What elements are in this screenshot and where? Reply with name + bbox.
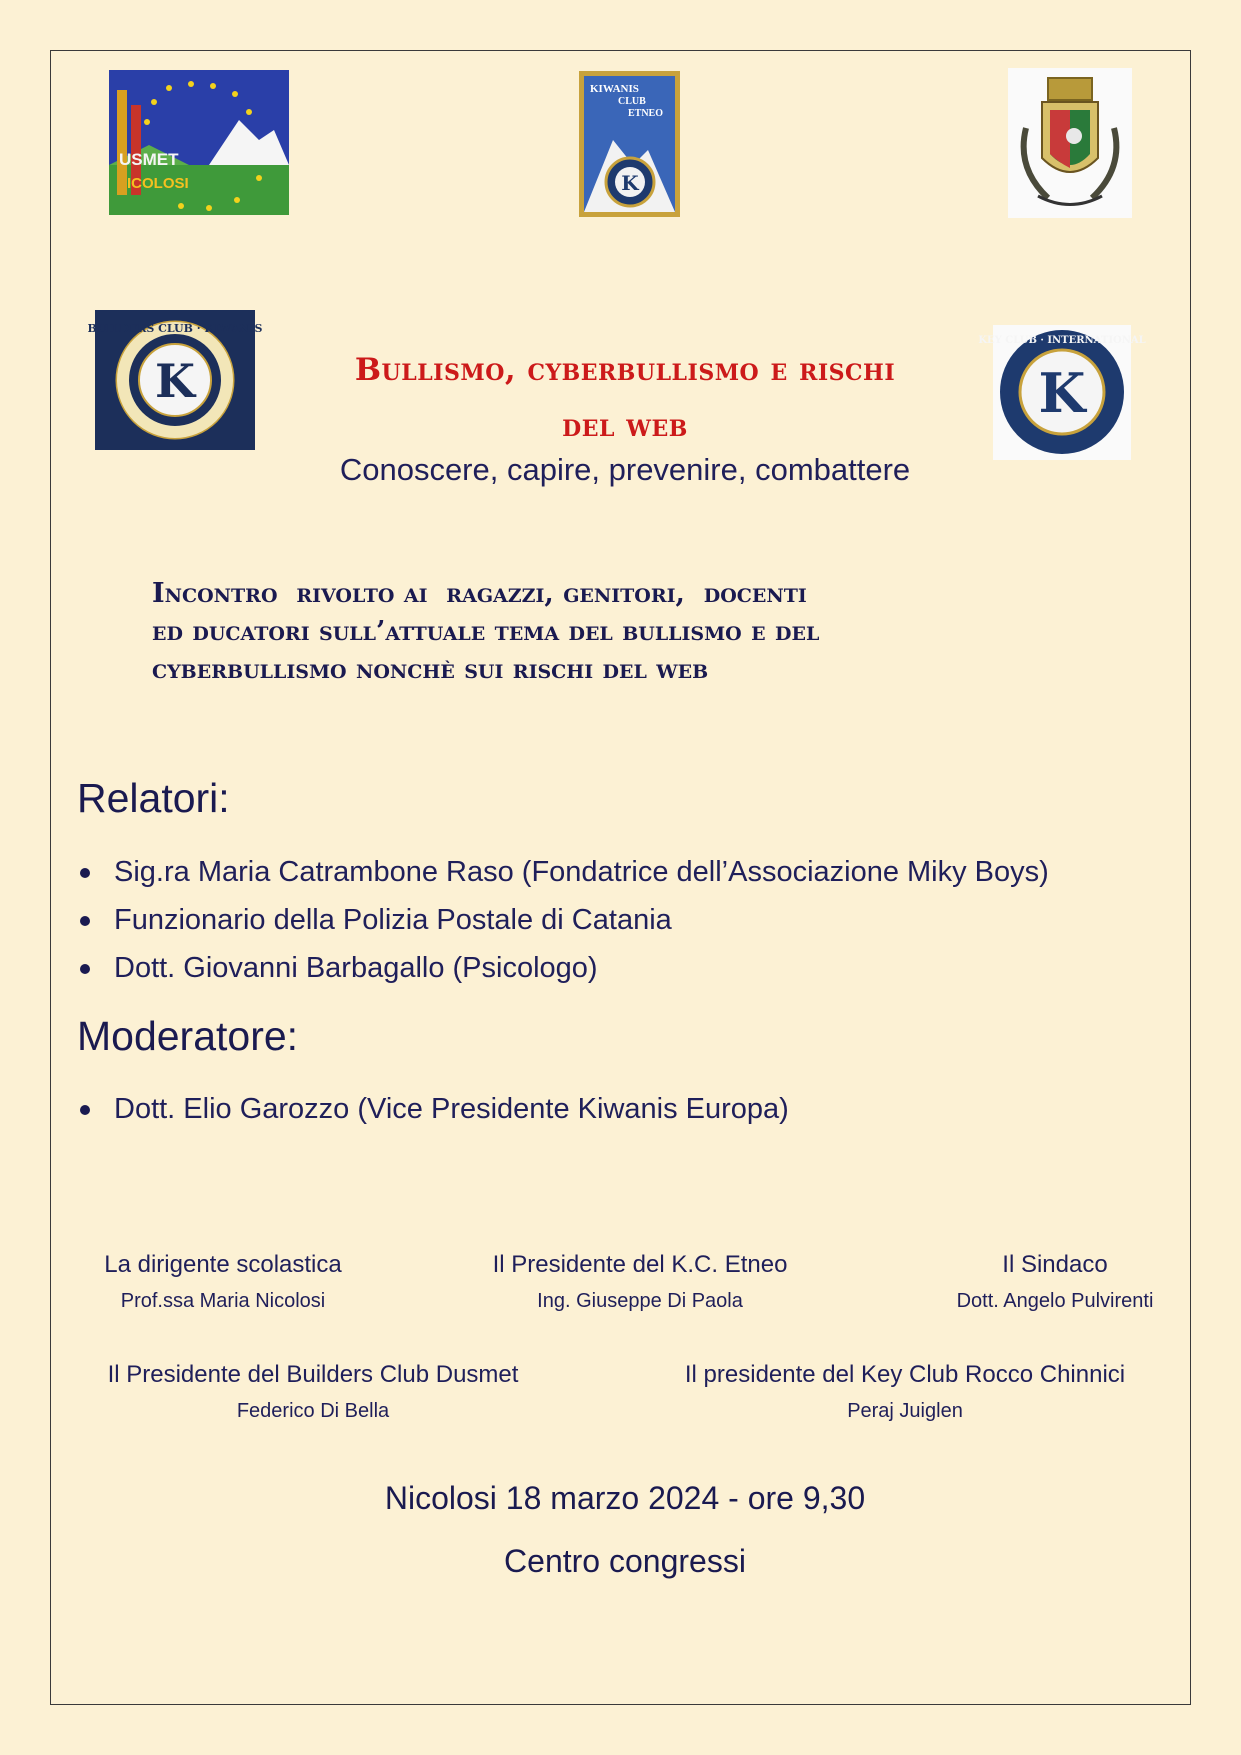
signature-role: Il Presidente del K.C. Etneo (492, 1251, 788, 1278)
key-club-international-logo (978, 325, 1146, 460)
svg-text:K: K (1038, 361, 1086, 425)
svg-text:K: K (621, 171, 639, 195)
signature-name: Prof.ssa Maria Nicolosi (120, 1290, 326, 1312)
svg-text:KIWANIS: KIWANIS (590, 83, 639, 95)
event-subtitle: Conoscere, capire, prevenire, combattere (339, 452, 911, 487)
speakers-list (77, 848, 1157, 992)
signature-mayor (905, 1250, 1205, 1314)
list-item: Dott. Elio Garozzo (Vice Presidente Kiwanis Europa) (77, 1085, 1157, 1133)
svg-text:USMET: USMET (119, 150, 179, 169)
signature-role: La dirigente scolastica (104, 1251, 342, 1278)
builders-club-kiwanis-logo (87, 310, 263, 450)
signature-name: Dott. Angelo Pulvirenti (956, 1290, 1154, 1312)
list-item: Dott. Giovanni Barbagallo (Psicologo) (77, 944, 1157, 992)
svg-text:BUILDERS CLUB · KIWANIS: BUILDERS CLUB · KIWANIS (87, 322, 263, 335)
event-date-time: Nicolosi 18 marzo 2024 - ore 9,30 (384, 1480, 866, 1516)
kiwanis-club-etneo-logo (578, 70, 681, 218)
nicolosi-crest-logo (1008, 68, 1132, 218)
event-title-line1: Bullismo, cyberbullismo e rischi (354, 352, 896, 388)
event-title (260, 342, 990, 454)
moderator-list (77, 1085, 1157, 1133)
event-title-line2: del web (562, 408, 688, 444)
list-item: Sig.ra Maria Catrambone Raso (Fondatrice dell’Associazione Miky Boys) (77, 848, 1157, 896)
event-description (152, 575, 1092, 689)
list-item: Funzionario della Polizia Postale di Catania (77, 896, 1157, 944)
dusmet-nicolosi-logo (109, 70, 289, 215)
speakers-heading: Relatori: (77, 775, 230, 821)
signature-kc-etneo-president (440, 1250, 840, 1314)
event-venue: Centro congressi (504, 1543, 746, 1579)
description-line: ed ducatori sull’attuale tema del bullismo e del (152, 616, 820, 647)
signature-name: Ing. Giuseppe Di Paola (537, 1290, 743, 1312)
signature-name: Peraj Juiglen (847, 1400, 963, 1422)
description-line: Incontro rivolto ai ragazzi, genitori, docenti (152, 578, 807, 609)
signature-key-club-president (655, 1360, 1155, 1424)
signature-role: Il Sindaco (1002, 1251, 1108, 1278)
signature-role: Il presidente del Key Club Rocco Chinnici (684, 1361, 1126, 1388)
svg-text:CLUB: CLUB (618, 96, 646, 107)
moderator-heading: Moderatore: (77, 1013, 299, 1059)
description-line: cyberbullismo nonchè sui rischi del web (152, 654, 709, 685)
signature-name: Federico Di Bella (236, 1400, 390, 1422)
svg-text:KEY CLUB · INTERNATIONAL: KEY CLUB · INTERNATIONAL (978, 335, 1146, 346)
signature-role: Il Presidente del Builders Club Dusmet (107, 1361, 519, 1388)
signature-school-principal (73, 1250, 373, 1314)
svg-text:K: K (155, 354, 195, 408)
signature-builders-club-president (68, 1360, 558, 1424)
svg-text:ICOLOSI: ICOLOSI (127, 175, 189, 192)
svg-text:ETNEO: ETNEO (628, 108, 664, 119)
